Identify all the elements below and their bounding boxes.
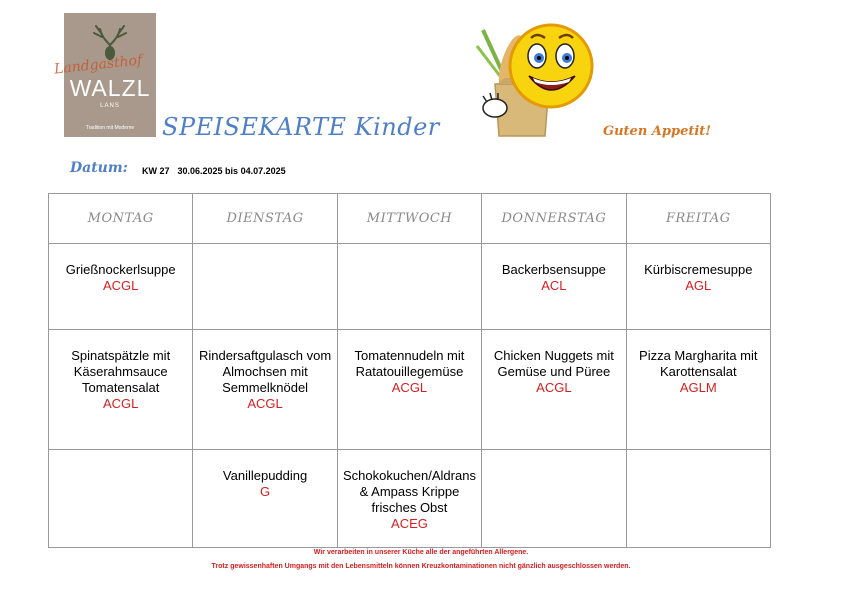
allergen-code: ACGL	[536, 380, 572, 395]
menu-row-main	[49, 330, 771, 450]
day-header-wednesday: MITTWOCH	[337, 194, 481, 244]
menu-cell	[482, 450, 626, 548]
allergen-code: AGLM	[679, 380, 717, 395]
allergen-notice: Wir verarbeiten in unserer Küche alle der angeführten Allergene.	[313, 549, 529, 556]
dish-name: Tomatennudeln mit Ratatouillegemüse	[354, 348, 465, 379]
day-header-thursday: DONNERSTAG	[482, 194, 626, 244]
menu-cell	[193, 330, 337, 450]
allergen-code: G	[260, 484, 271, 499]
day-header-tuesday: DIENSTAG	[193, 194, 337, 244]
dish-name: Backerbsensuppe	[501, 262, 606, 277]
logo-location: LANS	[100, 103, 120, 109]
dish-name: Grießnockerlsuppe	[65, 262, 176, 277]
menu-cell	[626, 450, 770, 548]
logo-script: Landgasthof	[53, 52, 143, 78]
menu-row-dessert	[49, 450, 771, 548]
logo-name: WALZL	[69, 75, 151, 101]
menu-row-soup	[49, 244, 771, 330]
allergen-code: ACGL	[247, 396, 283, 411]
menu-cell	[626, 330, 770, 450]
dish-name: Schokokuchen/Aldrans & Ampass Krippe frisches Obst	[342, 468, 476, 515]
menu-cell	[482, 330, 626, 450]
week-info	[142, 166, 286, 176]
menu-cell	[49, 450, 193, 548]
allergen-code: ACGL	[102, 396, 139, 411]
menu-table	[48, 193, 771, 548]
date-range: 30.06.2025 bis 04.07.2025	[177, 166, 286, 176]
menu-cell	[337, 244, 481, 330]
dish-name: Rindersaftgulasch vom Almochsen mit Semmelknödel	[198, 348, 332, 395]
allergen-code: ACGL	[391, 380, 428, 395]
menu-cell	[49, 330, 193, 450]
guten-appetit-text: Guten Appetit!	[603, 124, 711, 139]
day-header-friday: FREITAG	[626, 194, 770, 244]
smiley-grocery-bag-icon	[465, 18, 605, 138]
page-title: SPEISEKARTE Kinder	[162, 113, 440, 141]
menu-cell	[193, 244, 337, 330]
dish-name: Spinatspätzle mit Käserahmsauce Tomatensalat	[71, 348, 171, 395]
dish-name: Chicken Nuggets mit Gemüse und Püree	[493, 348, 614, 379]
date-label: Datum:	[70, 160, 128, 176]
dish-name: Kürbiscremesuppe	[644, 262, 753, 277]
allergen-code: ACEG	[391, 516, 428, 531]
menu-cell	[337, 330, 481, 450]
allergen-code: AGL	[685, 278, 712, 293]
allergen-code: ACGL	[102, 278, 139, 293]
menu-cell	[626, 244, 770, 330]
dish-name: Pizza Margharita mit Karottensalat	[639, 348, 758, 379]
menu-cell	[193, 450, 337, 548]
logo-tagline: Tradition mit Moderne	[85, 125, 135, 131]
allergen-code: ACL	[541, 278, 567, 293]
restaurant-logo	[53, 13, 156, 137]
menu-cell	[337, 450, 481, 548]
week-number: KW 27	[142, 166, 170, 176]
menu-cell	[482, 244, 626, 330]
cross-contamination-notice: Trotz gewissenhaften Umgangs mit den Lebensmitteln können Kreuzkontaminationen nicht gänzlich ausgeschlossen werden.	[211, 563, 631, 570]
menu-cell	[49, 244, 193, 330]
day-header-row	[49, 194, 771, 244]
dish-name: Vanillepudding	[222, 468, 308, 483]
day-header-monday: MONTAG	[49, 194, 193, 244]
